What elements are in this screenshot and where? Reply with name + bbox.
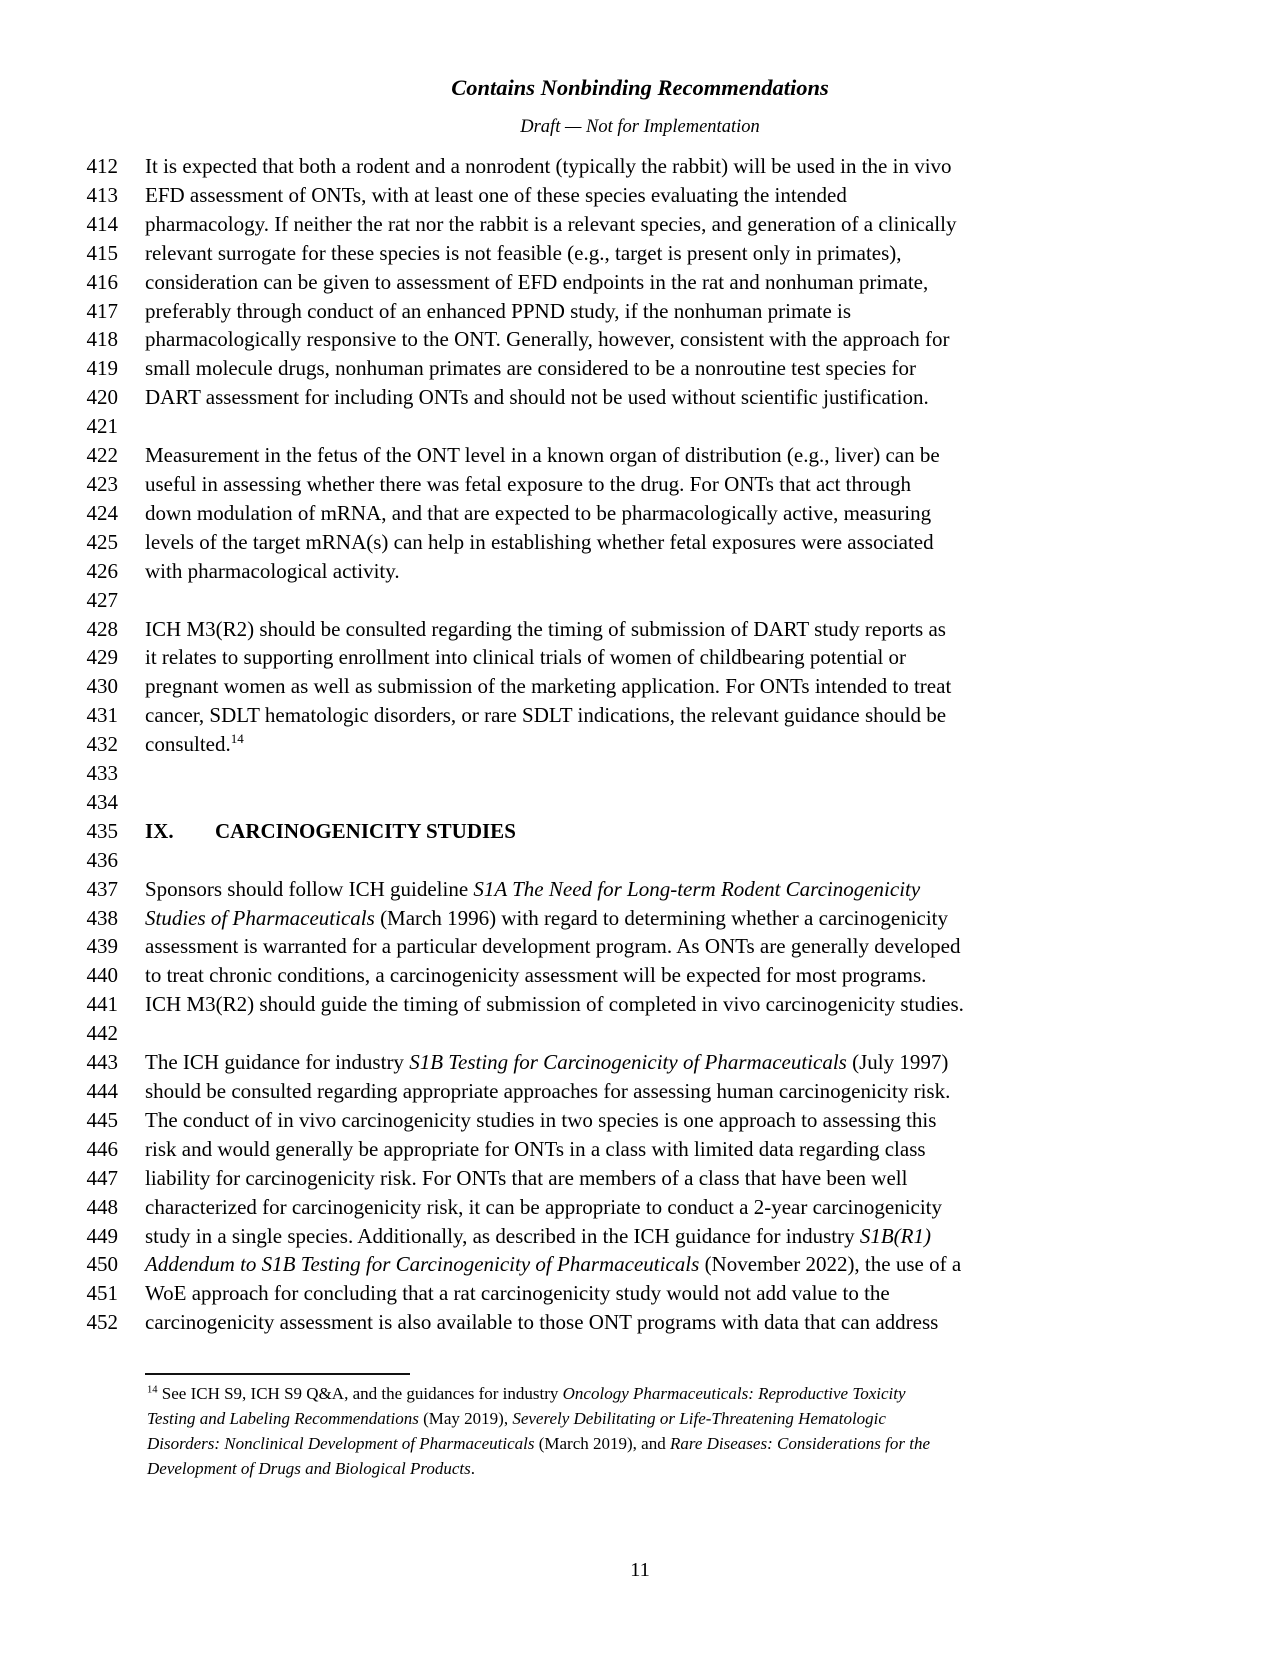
doc-line [0, 1048, 1280, 1077]
doc-line [0, 268, 1280, 297]
italic-text-segment: Disorders: Nonclinical Development of Pharmaceuticals [147, 1434, 535, 1454]
line-number: 432 [86, 732, 118, 757]
line-number: 441 [86, 992, 118, 1017]
line-text [145, 528, 934, 557]
italic-text-segment: Severely Debilitating or Life-Threatening Hematologic [512, 1409, 886, 1429]
line-number: 414 [86, 211, 118, 236]
line-text [145, 1222, 931, 1251]
doc-line [0, 990, 1280, 1019]
text-segment: ICH M3(R2) should guide the timing of submission of completed in vivo carcinogenicity studies. [145, 992, 964, 1017]
line-number: 428 [86, 616, 118, 641]
doc-line-blank [0, 788, 1280, 817]
line-text [145, 1077, 950, 1106]
line-number: 435 [86, 818, 118, 843]
text-segment: preferably through conduct of an enhanced PPND study, if the nonhuman primate is [145, 298, 852, 323]
line-number: 425 [86, 529, 118, 554]
doc-line [0, 1222, 1280, 1251]
doc-line [0, 152, 1280, 181]
line-number: 448 [86, 1194, 118, 1219]
footnote-line [147, 1381, 1137, 1406]
doc-line [0, 875, 1280, 904]
doc-line [0, 672, 1280, 701]
italic-text-segment: Testing and Labeling Recommendations [147, 1409, 419, 1429]
text-segment: pregnant women as well as submission of the marketing application. For ONTs intended to treat [145, 674, 952, 699]
line-text [145, 1106, 936, 1135]
doc-line [0, 1308, 1280, 1337]
text-segment: Sponsors should follow ICH guideline [145, 876, 474, 901]
line-text [145, 932, 961, 961]
line-text [145, 1250, 961, 1279]
line-text [145, 730, 244, 759]
line-text [145, 1279, 890, 1308]
line-text [145, 1193, 942, 1222]
text-segment: carcinogenicity assessment is also available to those ONT programs with data that can address [145, 1310, 939, 1335]
doc-line [0, 1135, 1280, 1164]
line-text [145, 817, 516, 846]
text-segment: See ICH S9, ICH S9 Q&A, and the guidances for industry [157, 1384, 563, 1404]
italic-text-segment: Studies of Pharmaceuticals [145, 905, 375, 930]
text-segment: it relates to supporting enrollment into clinical trials of women of childbearing potential or [145, 645, 907, 670]
doc-line-blank [0, 586, 1280, 615]
page-number: 11 [630, 1559, 650, 1582]
text-segment: (May 2019), [418, 1409, 513, 1429]
line-text [145, 152, 952, 181]
line-text [145, 961, 926, 990]
line-text [145, 383, 929, 412]
text-segment: The ICH guidance for industry [145, 1050, 410, 1075]
footnote-block [0, 1381, 1280, 1481]
line-text [145, 615, 946, 644]
doc-line [0, 181, 1280, 210]
doc-line [0, 904, 1280, 933]
doc-line [0, 210, 1280, 239]
line-number: 437 [86, 876, 118, 901]
footnote-line [147, 1406, 1137, 1431]
text-segment: consideration can be given to assessment of EFD endpoints in the rat and nonhuman primate, [145, 269, 929, 294]
doc-line [0, 470, 1280, 499]
italic-text-segment: Development of Drugs and Biological Products [147, 1459, 471, 1479]
text-segment: CARCINOGENICITY STUDIES [215, 818, 516, 843]
text-segment: cancer, SDLT hematologic disorders, or rare SDLT indications, the relevant guidance should be [145, 703, 947, 728]
doc-line [0, 441, 1280, 470]
line-text [145, 268, 928, 297]
line-number: 412 [86, 154, 118, 178]
doc-line [0, 643, 1280, 672]
doc-line-heading [0, 817, 1280, 846]
line-number: 445 [86, 1107, 118, 1132]
doc-line [0, 557, 1280, 586]
line-number: 427 [86, 587, 118, 612]
doc-line-blank [0, 412, 1280, 441]
text-segment: down modulation of mRNA, and that are expected to be pharmacologically active, measuring [145, 500, 932, 525]
line-number: 452 [86, 1310, 118, 1335]
line-text [145, 441, 940, 470]
line-text [145, 297, 851, 326]
doc-line [0, 297, 1280, 326]
line-number: 430 [86, 674, 118, 699]
doc-line [0, 932, 1280, 961]
line-number: 429 [86, 645, 118, 670]
line-text [145, 904, 948, 933]
line-text [145, 470, 911, 499]
line-text [145, 1135, 926, 1164]
line-text [145, 354, 916, 383]
line-number: 450 [86, 1252, 118, 1277]
line-number: 438 [86, 905, 118, 930]
text-segment: . [470, 1459, 475, 1479]
text-segment: pharmacology. If neither the rat nor the rabbit is a relevant species, and generation of a clinically [145, 211, 957, 236]
text-segment: EFD assessment of ONTs, with at least one of these species evaluating the intended [145, 182, 847, 207]
line-text [145, 181, 847, 210]
line-text [145, 210, 956, 239]
doc-line [0, 1077, 1280, 1106]
text-segment: IX. [145, 818, 174, 843]
doc-line [0, 615, 1280, 644]
footnote-line [147, 1456, 1137, 1481]
footnote-reference: 14 [230, 731, 244, 747]
doc-line [0, 528, 1280, 557]
line-text [145, 499, 931, 528]
document-body [0, 152, 1280, 1337]
line-number: 417 [86, 298, 118, 323]
line-number: 431 [86, 703, 118, 728]
line-number: 451 [86, 1281, 118, 1306]
doc-line [0, 961, 1280, 990]
doc-line [0, 325, 1280, 354]
line-text [145, 672, 951, 701]
line-number: 443 [86, 1050, 118, 1075]
line-number: 418 [86, 327, 118, 352]
line-number: 439 [86, 934, 118, 959]
text-segment: WoE approach for concluding that a rat carcinogenicity study would not add value to the [145, 1281, 890, 1306]
line-text [145, 325, 949, 354]
text-segment: levels of the target mRNA(s) can help in establishing whether fetal exposures were associated [145, 529, 934, 554]
doc-line [0, 730, 1280, 759]
text-segment: (November 2022), the use of a [699, 1252, 962, 1277]
line-text [145, 557, 400, 586]
line-text [145, 875, 920, 904]
doc-line [0, 499, 1280, 528]
doc-line-blank [0, 846, 1280, 875]
line-text [145, 1048, 948, 1077]
doc-line-blank [0, 759, 1280, 788]
text-segment: ICH M3(R2) should be consulted regarding the timing of submission of DART study reports as [145, 616, 946, 641]
header-draft-notice: Draft — Not for Implementation [520, 117, 760, 137]
line-number: 444 [86, 1079, 118, 1103]
doc-line [0, 1106, 1280, 1135]
text-segment: with pharmacological activity. [145, 558, 400, 583]
line-number: 420 [86, 385, 118, 410]
text-segment: useful in assessing whether there was fetal exposure to the drug. For ONTs that act through [145, 471, 912, 496]
text-segment: small molecule drugs, nonhuman primates are considered to be a nonroutine test species for [145, 356, 916, 381]
text-segment: to treat chronic conditions, a carcinogenicity assessment will be expected for most programs. [145, 963, 927, 988]
line-number: 413 [86, 182, 118, 207]
text-segment: Measurement in the fetus of the ONT level in a known organ of distribution (e.g., liver) can be [145, 443, 940, 468]
line-text [145, 1164, 907, 1193]
line-number: 447 [86, 1165, 118, 1190]
text-segment: assessment is warranted for a particular development program. As ONTs are generally developed [145, 934, 961, 959]
line-text [145, 239, 902, 268]
text-segment: characterized for carcinogenicity risk, it can be appropriate to conduct a 2-year carcinogenicity [145, 1194, 943, 1219]
line-number: 449 [86, 1223, 118, 1248]
text-segment: DART assessment for including ONTs and should not be used without scientific justification. [145, 385, 929, 410]
line-number: 419 [86, 356, 118, 381]
line-number: 442 [86, 1021, 118, 1046]
italic-text-segment: S1A The Need for Long-term Rodent Carcinogenicity [473, 876, 921, 901]
text-segment: It is expected that both a rodent and a nonrodent (typically the rabbit) will be used in the in vivo [145, 154, 952, 178]
doc-line [0, 1193, 1280, 1222]
italic-text-segment: Oncology Pharmaceuticals: Reproductive Toxicity [562, 1384, 906, 1404]
line-number: 415 [86, 240, 118, 265]
line-number: 426 [86, 558, 118, 583]
text-segment: (July 1997) [846, 1050, 949, 1075]
line-text [145, 643, 906, 672]
footnote-reference: 14 [147, 1384, 158, 1396]
text-segment: (March 1996) with regard to determining whether a carcinogenicity [374, 905, 949, 930]
line-text [145, 1308, 938, 1337]
italic-text-segment: Rare Diseases: Considerations for the [669, 1434, 930, 1454]
line-text [145, 701, 946, 730]
header-nonbinding-recommendations: Contains Nonbinding Recommendations [451, 75, 829, 100]
text-segment: consulted. [145, 732, 231, 757]
line-number: 421 [86, 414, 118, 439]
line-number: 436 [86, 847, 118, 872]
doc-line-blank [0, 1019, 1280, 1048]
line-number: 434 [86, 789, 118, 814]
footnote-line [147, 1431, 1137, 1456]
doc-line [0, 354, 1280, 383]
italic-text-segment: Addendum to S1B Testing for Carcinogenicity of Pharmaceuticals [145, 1252, 700, 1277]
doc-line [0, 701, 1280, 730]
doc-line [0, 239, 1280, 268]
line-number: 433 [86, 761, 118, 786]
doc-line [0, 1164, 1280, 1193]
line-number: 422 [86, 443, 118, 468]
italic-text-segment: S1B Testing for Carcinogenicity of Pharmaceuticals [409, 1050, 847, 1075]
text-segment: (March 2019), and [534, 1434, 670, 1454]
doc-line [0, 383, 1280, 412]
line-number: 446 [86, 1136, 118, 1161]
line-number: 423 [86, 471, 118, 496]
line-number: 424 [86, 500, 118, 525]
text-segment: The conduct of in vivo carcinogenicity studies in two species is one approach to assessing this [145, 1107, 937, 1132]
text-segment: pharmacologically responsive to the ONT. Generally, however, consistent with the approach for [145, 327, 950, 352]
text-segment: liability for carcinogenicity risk. For ONTs that are members of a class that have been well [145, 1165, 908, 1190]
doc-line [0, 1279, 1280, 1308]
text-segment: study in a single species. Additionally, as described in the ICH guidance for industry [145, 1223, 860, 1248]
line-text [145, 990, 964, 1019]
text-segment: relevant surrogate for these species is not feasible (e.g., target is present only in primates), [145, 240, 902, 265]
doc-line [0, 1250, 1280, 1279]
text-segment: should be consulted regarding appropriate approaches for assessing human carcinogenicity risk. [145, 1079, 951, 1103]
footnote-separator [145, 1373, 410, 1375]
line-number: 440 [86, 963, 118, 988]
italic-text-segment: S1B(R1) [859, 1223, 931, 1248]
line-number: 416 [86, 269, 118, 294]
text-segment: risk and would generally be appropriate for ONTs in a class with limited data regarding class [145, 1136, 926, 1161]
